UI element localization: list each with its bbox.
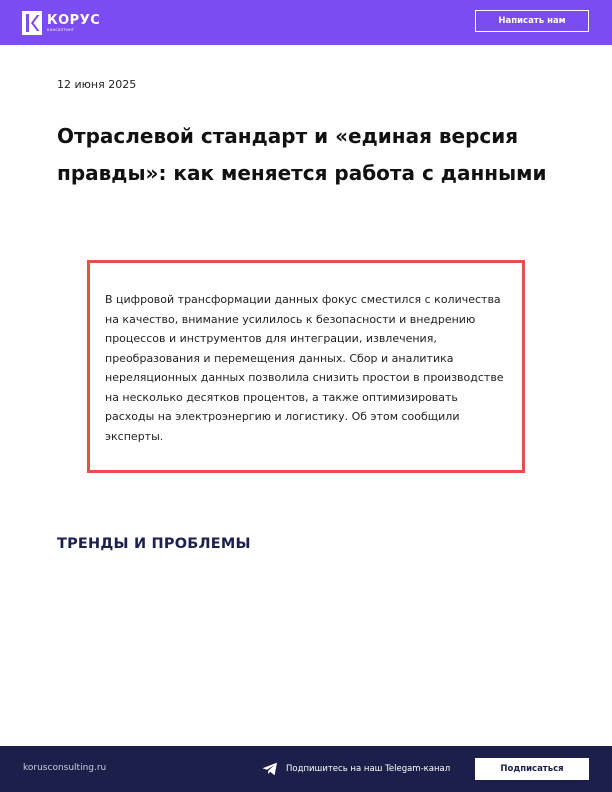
site-link[interactable]: korusconsulting.ru xyxy=(23,763,107,773)
write-to-us-button[interactable]: Написать нам xyxy=(475,10,589,32)
lead-text: В цифровой трансформации данных фокус сместился с количества на качество, внимание усилилось к безопасности и внедрению процессов и инструментов для интеграции, извлечения, преобразования и перемещения данных. Сбор и аналитика нереляционных данных позволила снизить простои в производстве на несколько десятков процентов, а также оптимизировать расходы на электроэнергию и логистику. Об этом сообщили эксперты. xyxy=(105,293,504,443)
logo-mark-icon xyxy=(22,11,42,35)
article-title: Отраслевой стандарт и «единая версия правды»: как меняется работа с данными xyxy=(57,124,547,185)
top-bar xyxy=(0,0,612,45)
telegram-subscribe-text[interactable]: Подпишитесь на наш Telegam-канал xyxy=(286,764,451,774)
footer xyxy=(0,746,612,792)
article-date: 12 июня 2025 xyxy=(57,78,137,91)
logo[interactable] xyxy=(22,10,100,35)
logo-text xyxy=(47,14,100,32)
section-heading: ТРЕНДЫ И ПРОБЛЕМЫ xyxy=(57,536,251,552)
logo-subtitle: консалтинг xyxy=(47,26,75,32)
telegram-icon xyxy=(262,762,278,776)
logo-name: КОРУС xyxy=(47,12,101,28)
subscribe-button[interactable]: Подписаться xyxy=(475,758,589,780)
